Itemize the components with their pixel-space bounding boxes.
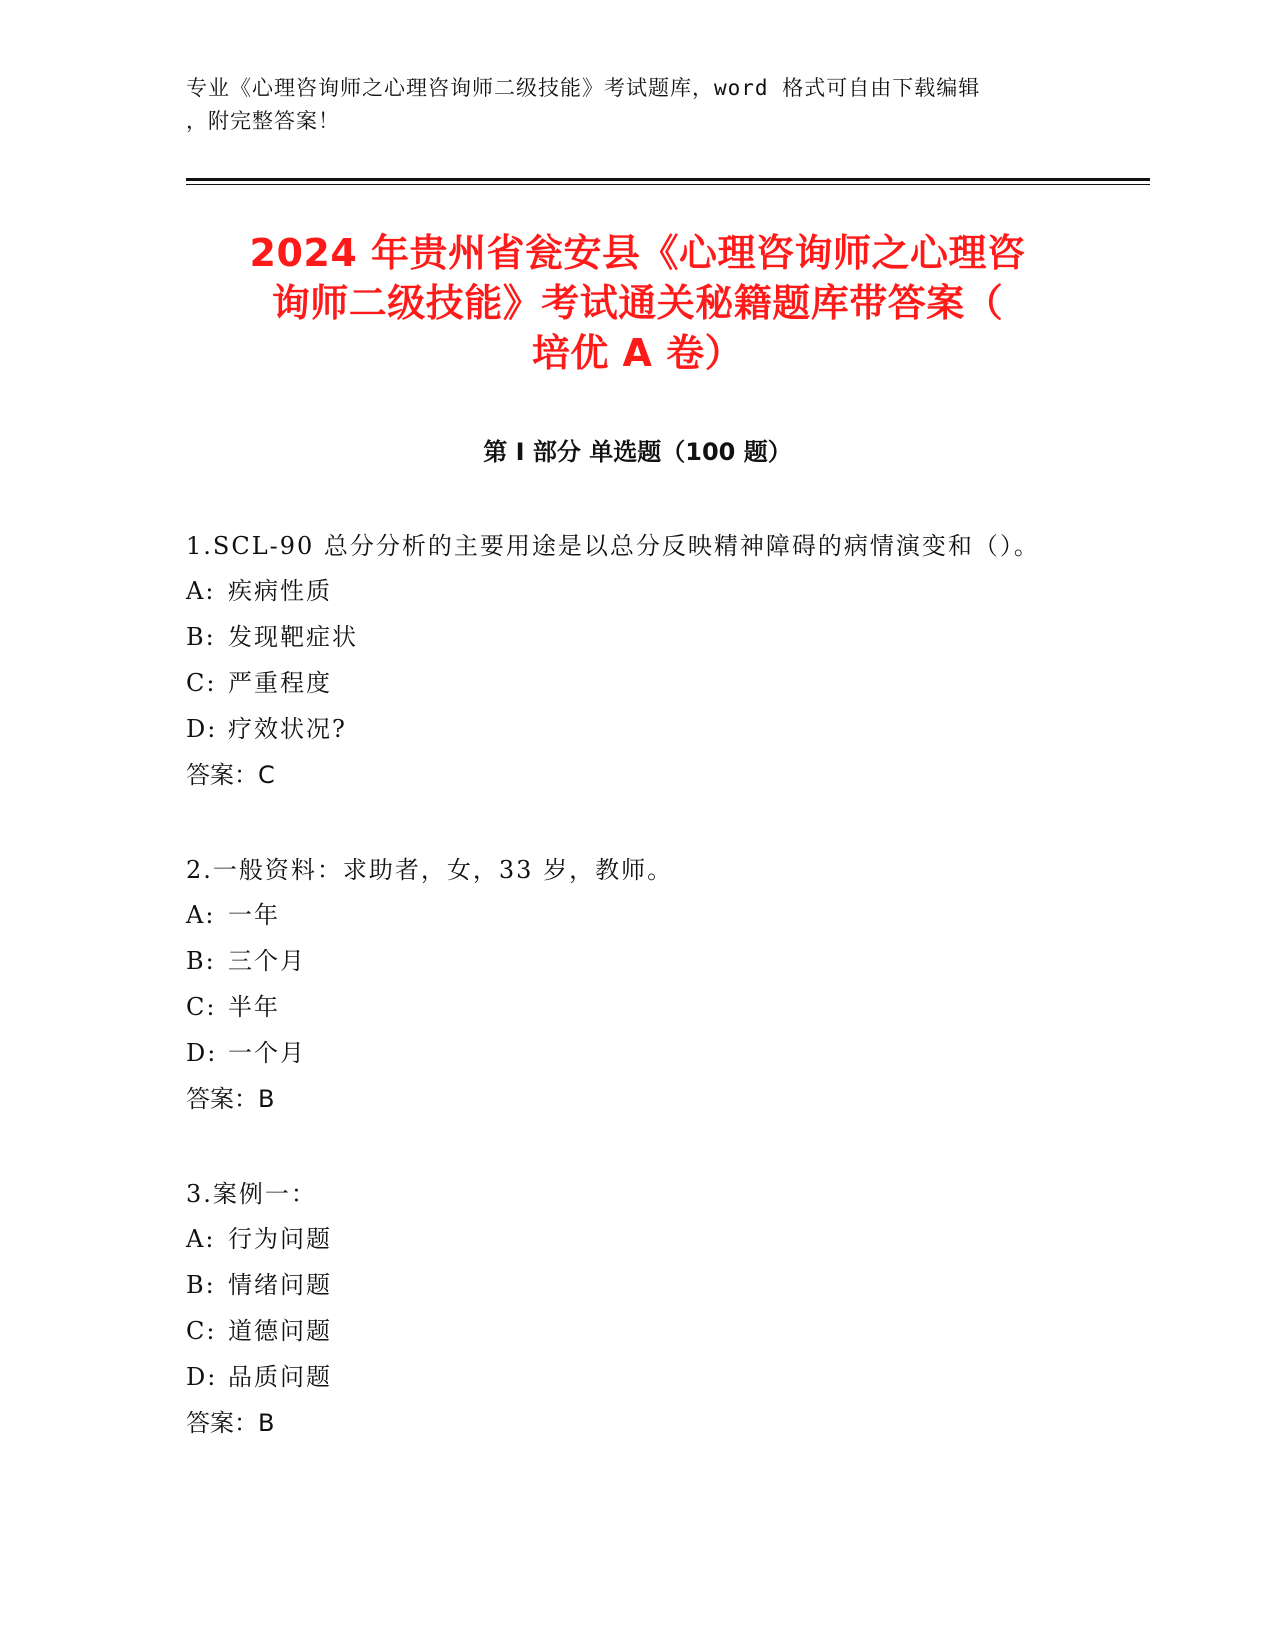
question-list [186, 524, 1066, 1496]
option-text: 道德问题 [228, 1317, 332, 1345]
document-title-line-2: 询师二级技能》考试通关秘籍题库带答案（ [271, 281, 1004, 325]
option-key: A: [186, 1225, 216, 1253]
option-d [186, 1354, 1066, 1400]
section-heading: 第 I 部分 单选题（100 题） [483, 438, 792, 466]
document-title-line-1: 2024 年贵州省瓮安县《心理咨询师之心理咨 [249, 231, 1026, 275]
option-text: 半年 [228, 993, 280, 1021]
option-key: B: [186, 623, 216, 651]
document-title [150, 228, 1125, 378]
answer-line: 答案：B [186, 1409, 275, 1437]
option-key: D: [186, 715, 218, 743]
option-text: 一年 [228, 901, 280, 929]
option-text: 情绪问题 [228, 1271, 332, 1299]
option-text: 一个月 [228, 1039, 306, 1067]
option-a [186, 568, 1066, 614]
option-text: 疾病性质 [228, 577, 332, 605]
option-key: C: [186, 1317, 217, 1345]
question-stem: 1.SCL-90 总分分析的主要用途是以总分反映精神障碍的病情演变和（）。 [186, 532, 1040, 560]
option-a [186, 892, 1066, 938]
option-text: 发现靶症状 [228, 623, 358, 651]
option-key: C: [186, 993, 217, 1021]
header-divider-thick [186, 178, 1150, 181]
option-c [186, 984, 1066, 1030]
option-c [186, 660, 1066, 706]
option-d [186, 706, 1066, 752]
option-d [186, 1030, 1066, 1076]
option-key: A: [186, 901, 216, 929]
option-text: 疗效状况? [228, 715, 347, 743]
option-key: A: [186, 577, 216, 605]
option-a [186, 1216, 1066, 1262]
option-c [186, 1308, 1066, 1354]
question-1 [186, 524, 1066, 798]
question-2 [186, 848, 1066, 1122]
option-b [186, 614, 1066, 660]
option-text: 三个月 [228, 947, 306, 975]
header-note-line-1: 专业《心理咨询师之心理咨询师二级技能》考试题库，word 格式可自由下载编辑 [186, 76, 981, 100]
option-key: D: [186, 1039, 218, 1067]
document-title-line-3: 培优 A 卷） [531, 331, 744, 375]
header-note-line-2: ，附完整答案！ [186, 109, 340, 133]
answer-line: 答案：B [186, 1085, 275, 1113]
option-key: C: [186, 669, 217, 697]
option-b [186, 1262, 1066, 1308]
option-b [186, 938, 1066, 984]
header-divider-thin [186, 184, 1150, 185]
option-text: 行为问题 [228, 1225, 332, 1253]
option-text: 严重程度 [228, 669, 332, 697]
question-stem: 3.案例一： [186, 1180, 317, 1208]
answer-line: 答案：C [186, 761, 275, 789]
question-stem: 2.一般资料：求助者，女，33 岁，教师。 [186, 856, 674, 884]
option-key: B: [186, 1271, 216, 1299]
option-text: 品质问题 [228, 1363, 332, 1391]
question-3 [186, 1172, 1066, 1446]
header-note [186, 72, 1086, 138]
option-key: B: [186, 947, 216, 975]
option-key: D: [186, 1363, 218, 1391]
